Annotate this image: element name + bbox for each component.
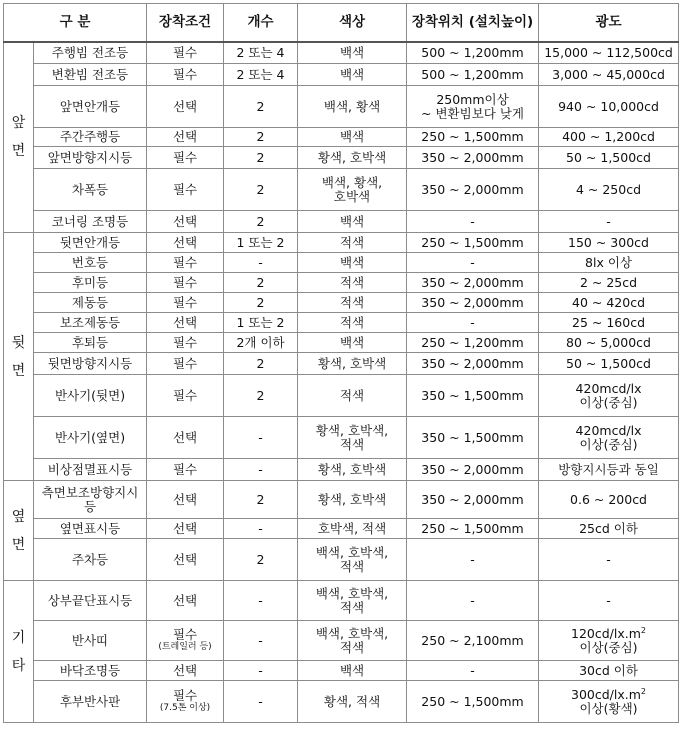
luminance-value: 120cd/lx.m <box>571 625 641 641</box>
cell-luminance: 80 ~ 5,000cd <box>539 333 679 353</box>
table-row <box>4 459 679 481</box>
cell-name: 후미등 <box>34 273 147 293</box>
cell-name: 상부끝단표시등 <box>34 581 147 621</box>
cell-luminance-line2: 이상(중심) <box>579 639 638 655</box>
cell-name: 주행빔 전조등 <box>34 42 147 64</box>
cell-condition: 선택 <box>147 211 224 233</box>
cell-condition: 필수 <box>147 375 224 417</box>
cell-color: 백색 <box>298 128 407 147</box>
cell-condition <box>147 621 224 661</box>
cell-count: - <box>224 417 298 459</box>
cell-color-line2: 적색 <box>339 436 365 452</box>
header-position <box>407 4 539 42</box>
cell-count: 2 <box>224 147 298 169</box>
table-row <box>4 681 679 723</box>
cell-position: - <box>407 661 539 681</box>
cell-condition: 필수 <box>147 273 224 293</box>
cell-luminance: 30cd 이하 <box>539 661 679 681</box>
header-count: 개수 <box>224 4 298 42</box>
cell-color <box>298 621 407 661</box>
cell-luminance <box>539 621 679 661</box>
cell-luminance: 15,000 ~ 112,500cd <box>539 42 679 64</box>
cell-name: 변환빔 전조등 <box>34 64 147 86</box>
cell-count: - <box>224 661 298 681</box>
table-row <box>4 621 679 661</box>
superscript: 2 <box>640 625 647 635</box>
cell-position: 350 ~ 1,500mm <box>407 417 539 459</box>
cell-luminance <box>539 375 679 417</box>
superscript: 2 <box>640 686 647 696</box>
cell-luminance: 25cd 이하 <box>539 519 679 539</box>
cell-name: 주간주행등 <box>34 128 147 147</box>
cell-condition: 선택 <box>147 233 224 253</box>
cell-position-line1: 250mm이상 <box>436 91 509 107</box>
cell-count: 2 <box>224 481 298 519</box>
cell-count: - <box>224 621 298 661</box>
group-side-char1: 옆 <box>11 508 26 525</box>
cell-name: 앞면방향지시등 <box>34 147 147 169</box>
cell-position: 350 ~ 2,000mm <box>407 481 539 519</box>
cell-condition: 선택 <box>147 539 224 581</box>
lamp-spec-table <box>3 3 679 723</box>
cell-luminance: 50 ~ 1,500cd <box>539 353 679 375</box>
table-row <box>4 233 679 253</box>
cell-condition <box>147 681 224 723</box>
cell-condition-note: (트레일러 등) <box>158 642 212 652</box>
cell-name: 뒷면안개등 <box>34 233 147 253</box>
cell-color: 적색 <box>298 375 407 417</box>
cell-count: 2 또는 4 <box>224 42 298 64</box>
cell-position: - <box>407 253 539 273</box>
cell-position: 250 ~ 1,500mm <box>407 233 539 253</box>
group-other-char1: 기 <box>11 629 26 646</box>
cell-color: 백색 <box>298 211 407 233</box>
table-row <box>4 128 679 147</box>
table-row <box>4 539 679 581</box>
header-color: 색상 <box>298 4 407 42</box>
cell-color: 황색, 적색 <box>298 681 407 723</box>
cell-color: 황색, 호박색 <box>298 353 407 375</box>
cell-position: - <box>407 581 539 621</box>
cell-color-line2: 적색 <box>339 639 365 655</box>
cell-count: 2 <box>224 375 298 417</box>
cell-condition-note: (7.5톤 이상) <box>159 703 211 713</box>
cell-position: - <box>407 313 539 333</box>
cell-count: 2 <box>224 169 298 211</box>
cell-luminance: 40 ~ 420cd <box>539 293 679 313</box>
cell-luminance-line1: 420mcd/lx <box>575 380 642 396</box>
cell-color: 호박색, 적색 <box>298 519 407 539</box>
cell-position: 500 ~ 1,200mm <box>407 64 539 86</box>
cell-name: 반사기(옆면) <box>34 417 147 459</box>
table-row <box>4 481 679 519</box>
cell-position: 350 ~ 1,500mm <box>407 375 539 417</box>
cell-luminance: 3,000 ~ 45,000cd <box>539 64 679 86</box>
cell-luminance: 50 ~ 1,500cd <box>539 147 679 169</box>
cell-luminance-line2: 이상(황색) <box>579 700 638 716</box>
cell-color-line1: 백색, 호박색, <box>315 544 389 560</box>
table-row <box>4 169 679 211</box>
cell-name: 옆면표시등 <box>34 519 147 539</box>
group-rear-char2: 면 <box>11 362 26 379</box>
cell-condition: 필수 <box>147 64 224 86</box>
cell-color: 황색, 호박색 <box>298 147 407 169</box>
table-row <box>4 313 679 333</box>
group-front-char2: 면 <box>11 143 26 160</box>
cell-position: 250 ~ 1,500mm <box>407 128 539 147</box>
cell-condition: 선택 <box>147 581 224 621</box>
cell-position: 350 ~ 2,000mm <box>407 273 539 293</box>
cell-name: 앞면안개등 <box>34 86 147 128</box>
cell-color-line1: 백색, 황색, <box>321 174 383 190</box>
cell-name: 번호등 <box>34 253 147 273</box>
cell-position: - <box>407 539 539 581</box>
cell-color-line2: 적색 <box>339 558 365 574</box>
cell-condition: 선택 <box>147 128 224 147</box>
group-side-char2: 면 <box>11 536 26 553</box>
cell-count: 1 또는 2 <box>224 313 298 333</box>
cell-luminance: 25 ~ 160cd <box>539 313 679 333</box>
cell-color: 백색 <box>298 661 407 681</box>
cell-name-line1: 측면보조방향지시 <box>41 484 139 500</box>
cell-count: - <box>224 581 298 621</box>
cell-count: 2 <box>224 273 298 293</box>
cell-color: 적색 <box>298 293 407 313</box>
table-row <box>4 519 679 539</box>
cell-luminance-line1 <box>540 627 677 641</box>
cell-position-line2: ~ 변환빔보다 낮게 <box>421 105 524 121</box>
cell-count: 1 또는 2 <box>224 233 298 253</box>
header-luminance: 광도 <box>539 4 679 42</box>
table-row <box>4 211 679 233</box>
header-category: 구 분 <box>4 4 147 42</box>
cell-color-line2: 호박색 <box>333 188 371 204</box>
cell-name: 비상점멸표시등 <box>34 459 147 481</box>
table-header <box>4 4 679 42</box>
cell-luminance <box>539 681 679 723</box>
cell-count: 2 <box>224 128 298 147</box>
cell-color-line1: 백색, 호박색, <box>315 585 389 601</box>
group-side <box>4 481 34 581</box>
luminance-value: 300cd/lx.m <box>571 686 641 702</box>
cell-position: 350 ~ 2,000mm <box>407 293 539 313</box>
cell-luminance: 4 ~ 250cd <box>539 169 679 211</box>
cell-condition: 선택 <box>147 519 224 539</box>
cell-condition-main: 필수 <box>172 627 198 642</box>
cell-position: 350 ~ 2,000mm <box>407 459 539 481</box>
cell-color: 백색 <box>298 42 407 64</box>
cell-name: 바닥조명등 <box>34 661 147 681</box>
table-row <box>4 293 679 313</box>
cell-condition-main: 필수 <box>172 688 198 703</box>
cell-count: 2 <box>224 539 298 581</box>
cell-count: 2개 이하 <box>224 333 298 353</box>
cell-color <box>298 417 407 459</box>
cell-condition: 필수 <box>147 42 224 64</box>
table-row <box>4 375 679 417</box>
cell-position: 250 ~ 1,500mm <box>407 519 539 539</box>
cell-name: 보조제동등 <box>34 313 147 333</box>
cell-name: 차폭등 <box>34 169 147 211</box>
cell-position: 350 ~ 2,000mm <box>407 147 539 169</box>
cell-condition: 선택 <box>147 417 224 459</box>
cell-condition: 필수 <box>147 253 224 273</box>
cell-luminance: 2 ~ 25cd <box>539 273 679 293</box>
group-front <box>4 42 34 233</box>
table-row <box>4 661 679 681</box>
cell-position: 350 ~ 2,000mm <box>407 353 539 375</box>
cell-condition: 필수 <box>147 459 224 481</box>
group-rear <box>4 233 34 481</box>
cell-luminance: 8lx 이상 <box>539 253 679 273</box>
header-condition: 장착조건 <box>147 4 224 42</box>
table-body <box>4 42 679 723</box>
table-row <box>4 42 679 64</box>
cell-color <box>298 581 407 621</box>
cell-color: 적색 <box>298 233 407 253</box>
cell-count: 2 <box>224 353 298 375</box>
cell-position: 250 ~ 1,200mm <box>407 333 539 353</box>
cell-count: 2 또는 4 <box>224 64 298 86</box>
cell-count: - <box>224 253 298 273</box>
group-other <box>4 581 34 723</box>
cell-luminance-line2: 이상(중심) <box>579 394 638 410</box>
cell-count: 2 <box>224 211 298 233</box>
cell-position: 250 ~ 2,100mm <box>407 621 539 661</box>
cell-name: 반사띠 <box>34 621 147 661</box>
cell-name: 후퇴등 <box>34 333 147 353</box>
cell-condition: 필수 <box>147 169 224 211</box>
table-row <box>4 64 679 86</box>
table-row <box>4 333 679 353</box>
cell-luminance-line1 <box>540 688 677 702</box>
cell-luminance: 방향지시등과 동일 <box>539 459 679 481</box>
cell-position <box>407 86 539 128</box>
cell-count: 2 <box>224 293 298 313</box>
table-row <box>4 417 679 459</box>
cell-luminance: - <box>539 539 679 581</box>
cell-condition: 필수 <box>147 333 224 353</box>
cell-condition: 선택 <box>147 661 224 681</box>
cell-name <box>34 481 147 519</box>
group-rear-char1: 뒷 <box>11 334 26 351</box>
cell-condition: 필수 <box>147 293 224 313</box>
cell-luminance: - <box>539 211 679 233</box>
cell-color: 백색 <box>298 64 407 86</box>
cell-luminance <box>539 417 679 459</box>
cell-color: 백색, 황색 <box>298 86 407 128</box>
cell-luminance: 150 ~ 300cd <box>539 233 679 253</box>
cell-count: 2 <box>224 86 298 128</box>
cell-position: 500 ~ 1,200mm <box>407 42 539 64</box>
header-position-line1: 장착위치 <box>411 14 464 31</box>
cell-name: 제동등 <box>34 293 147 313</box>
cell-color <box>298 169 407 211</box>
group-other-char2: 타 <box>11 657 26 674</box>
cell-condition: 선택 <box>147 86 224 128</box>
cell-color-line2: 적색 <box>339 599 365 615</box>
cell-name-line2: 등 <box>83 498 97 514</box>
cell-name: 주차등 <box>34 539 147 581</box>
cell-position: 250 ~ 1,500mm <box>407 681 539 723</box>
cell-color-line1: 백색, 호박색, <box>315 625 389 641</box>
cell-color <box>298 539 407 581</box>
lamp-spec-sheet <box>3 3 678 733</box>
table-row <box>4 253 679 273</box>
table-row <box>4 581 679 621</box>
cell-luminance: 940 ~ 10,000cd <box>539 86 679 128</box>
header-position-line2: (설치높이) <box>468 14 534 31</box>
cell-position: - <box>407 211 539 233</box>
table-row <box>4 86 679 128</box>
cell-position: 350 ~ 2,000mm <box>407 169 539 211</box>
cell-count: - <box>224 459 298 481</box>
cell-color-line1: 황색, 호박색, <box>315 422 389 438</box>
cell-color: 적색 <box>298 313 407 333</box>
cell-luminance: - <box>539 581 679 621</box>
cell-luminance: 400 ~ 1,200cd <box>539 128 679 147</box>
table-row <box>4 353 679 375</box>
cell-condition: 필수 <box>147 353 224 375</box>
cell-name: 코너링 조명등 <box>34 211 147 233</box>
table-row <box>4 147 679 169</box>
cell-color: 백색 <box>298 333 407 353</box>
cell-name: 후부반사판 <box>34 681 147 723</box>
cell-color: 황색, 호박색 <box>298 459 407 481</box>
cell-name: 뒷면방향지시등 <box>34 353 147 375</box>
group-front-char1: 앞 <box>11 115 26 132</box>
cell-condition: 필수 <box>147 147 224 169</box>
cell-color: 적색 <box>298 273 407 293</box>
cell-count: - <box>224 681 298 723</box>
cell-count: - <box>224 519 298 539</box>
cell-luminance-line2: 이상(중심) <box>579 436 638 452</box>
cell-color: 황색, 호박색 <box>298 481 407 519</box>
cell-luminance-line1: 420mcd/lx <box>575 422 642 438</box>
table-row <box>4 273 679 293</box>
cell-condition: 선택 <box>147 313 224 333</box>
cell-condition: 선택 <box>147 481 224 519</box>
cell-name: 반사기(뒷면) <box>34 375 147 417</box>
cell-color: 백색 <box>298 253 407 273</box>
cell-luminance: 0.6 ~ 200cd <box>539 481 679 519</box>
